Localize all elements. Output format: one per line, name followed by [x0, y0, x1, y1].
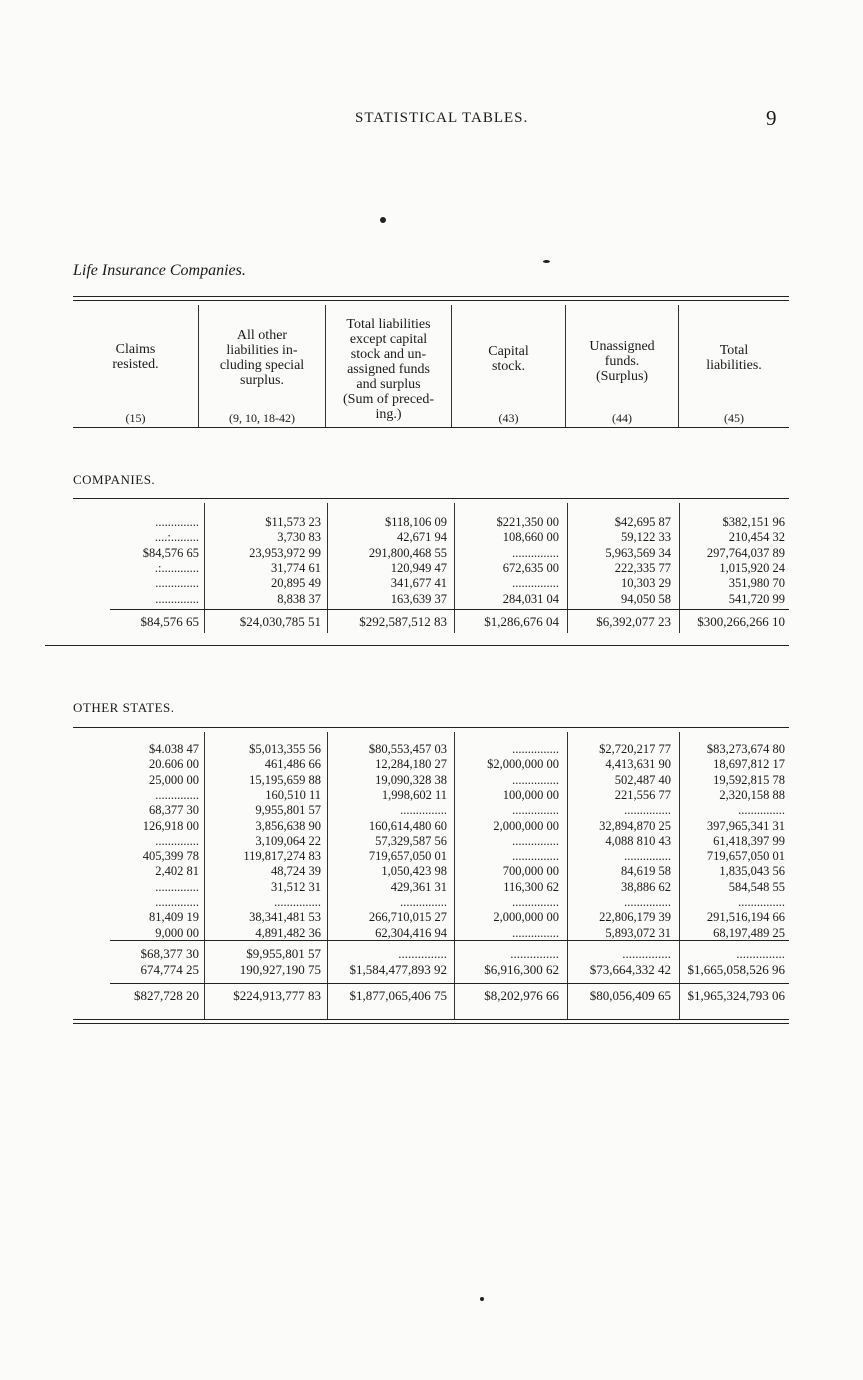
capital-stock-cell: 108,660 00 — [502, 530, 559, 545]
table-row — [73, 788, 789, 803]
unassigned-funds-cell: 221,556 77 — [614, 787, 671, 802]
claims-cell: 9,000 00 — [155, 925, 199, 940]
column-header-unassigned-funds: Unassigned funds. (Surplus) — [589, 339, 655, 384]
total-except-cell: 42,671 94 — [397, 530, 447, 545]
table-row — [73, 592, 789, 607]
table-row — [73, 773, 789, 788]
total-liabilities-cell: ............... — [738, 803, 785, 818]
section1-total-rule — [110, 609, 789, 610]
total-liabilities-cell: ............... — [738, 895, 785, 909]
total-except-cell: 12,284,180 27 — [375, 757, 447, 772]
bottom-rule — [73, 1019, 789, 1020]
table-row — [73, 803, 789, 818]
table-row — [73, 834, 789, 849]
total-liabilities-cell: 1,835,043 56 — [719, 864, 785, 879]
unassigned-funds-cell: 32,894,870 25 — [599, 818, 671, 833]
table-row — [73, 742, 789, 757]
column-header-other-liabilities: All other liabilities in- cluding special surplus. — [219, 328, 305, 388]
table-row — [73, 614, 789, 630]
total-liabilities-cell: 210,454 32 — [728, 530, 785, 545]
unassigned-funds-cell: $73,664,332 42 — [589, 962, 671, 977]
column-header-capital-stock: Capital stock. — [488, 344, 529, 374]
other-liabilities-cell: $5,013,355 56 — [249, 742, 321, 756]
total-liabilities-cell: 18,697,812 17 — [713, 757, 785, 772]
total-liabilities-cell: 397,965,341 31 — [706, 818, 785, 833]
other-liabilities-cell: 31,512 31 — [271, 879, 321, 894]
column-header-total-liabilities-except: Total liabilities except capital stock and un- assigned funds and surplus (Sum of preced- ing.) — [343, 317, 434, 422]
capital-stock-cell: 100,000 00 — [502, 787, 559, 802]
table-row — [73, 962, 789, 978]
total-except-cell: 429,361 31 — [390, 879, 447, 894]
section-label-companies: COMPANIES. — [73, 472, 156, 487]
total-liabilities-cell: 719,657,050 01 — [706, 849, 785, 864]
capital-stock-cell: ............... — [512, 895, 559, 909]
total-except-cell: 266,710,015 27 — [368, 910, 447, 925]
capital-stock-cell: ............... — [510, 946, 559, 961]
other-liabilities-cell: 3,730 83 — [277, 530, 321, 545]
other-liabilities-cell: 3,856,638 90 — [255, 818, 321, 833]
other-liabilities-cell: 461,486 66 — [264, 757, 321, 772]
header-bottom-rule — [73, 427, 789, 428]
capital-stock-cell: ............... — [512, 925, 559, 940]
total-liabilities-cell: 61,418,397 99 — [713, 833, 785, 848]
total-liabilities-cell: 351,980 70 — [728, 576, 785, 591]
total-liabilities-cell: $1,665,058,526 96 — [687, 962, 785, 977]
table-row — [73, 988, 789, 1004]
claims-cell: .............. — [155, 515, 199, 529]
other-liabilities-cell: 15,195,659 88 — [249, 772, 321, 787]
unassigned-funds-cell: 222,335 77 — [614, 560, 671, 575]
total-liabilities-cell: 291,516,194 66 — [706, 910, 785, 925]
table-row — [73, 910, 789, 925]
claims-cell: .:............ — [154, 560, 199, 575]
total-except-cell: 120,949 47 — [390, 560, 447, 575]
ink-speck — [480, 1297, 484, 1301]
total-except-cell: 1,050,423 98 — [381, 864, 447, 879]
section1-end-rule — [45, 645, 789, 646]
capital-stock-cell: 2,000,000 00 — [493, 818, 559, 833]
other-liabilities-cell: $9,955,801 57 — [246, 946, 321, 961]
claims-cell: .............. — [155, 833, 199, 848]
capital-stock-cell: 672,635 00 — [502, 560, 559, 575]
capital-stock-cell: $6,916,300 62 — [484, 962, 559, 977]
total-liabilities-cell: 541,720 99 — [728, 591, 785, 606]
other-liabilities-cell: 119,817,274 83 — [243, 849, 321, 864]
total-except-cell: $1,877,065,406 75 — [349, 988, 447, 1003]
total-except-cell: ............... — [398, 946, 447, 961]
total-except-cell: ............... — [400, 895, 447, 909]
total-except-cell: 62,304,416 94 — [375, 925, 447, 940]
other-liabilities-cell: 20,895 49 — [271, 576, 321, 591]
unassigned-funds-cell: 84,619 58 — [621, 864, 671, 879]
capital-stock-cell: ............... — [512, 803, 559, 818]
total-except-cell: $118,106 09 — [384, 515, 447, 529]
table-row — [73, 895, 789, 910]
total-except-cell: 1,998,602 11 — [381, 787, 447, 802]
total-except-cell: $80,553,457 03 — [368, 742, 447, 756]
column-ref: (45) — [724, 411, 744, 425]
total-except-cell: $1,584,477,893 92 — [349, 962, 447, 977]
total-liabilities-cell: 297,764,037 89 — [706, 545, 785, 560]
capital-stock-cell: ............... — [512, 849, 559, 864]
column-ref: (9, 10, 18-42) — [229, 411, 295, 425]
claims-cell: $68,377 30 — [140, 946, 199, 961]
total-liabilities-cell: $1,965,324,793 06 — [687, 988, 785, 1003]
other-liabilities-cell: 190,927,190 75 — [239, 962, 321, 977]
capital-stock-cell: ............... — [512, 742, 559, 756]
table-row — [73, 546, 789, 561]
table-row — [73, 946, 789, 962]
table-row — [73, 849, 789, 864]
unassigned-funds-cell: ............... — [624, 895, 671, 909]
claims-cell: .............. — [155, 879, 199, 894]
claims-cell: $84,576 65 — [140, 614, 199, 629]
claims-cell: 126,918 00 — [142, 818, 199, 833]
section2-grand-rule — [110, 983, 789, 984]
section2-subtotal-rule — [110, 940, 789, 941]
table-row — [73, 819, 789, 834]
column-ref: (15) — [125, 411, 146, 425]
top-rule — [73, 300, 789, 301]
total-liabilities-cell: 1,015,920 24 — [719, 560, 785, 575]
total-liabilities-cell: 68,197,489 25 — [713, 925, 785, 940]
capital-stock-cell: ............... — [512, 545, 559, 560]
unassigned-funds-cell: ............... — [622, 946, 671, 961]
section-label-other-states: OTHER STATES. — [73, 700, 175, 715]
capital-stock-cell: 700,000 00 — [502, 864, 559, 879]
capital-stock-cell: 284,031 04 — [502, 591, 559, 606]
claims-cell: ....:......... — [154, 530, 199, 545]
other-liabilities-cell: 160,510 11 — [265, 787, 321, 802]
section-rule — [73, 498, 789, 499]
column-header-total-liabilities: Total liabilities. — [706, 343, 762, 373]
table-row — [73, 926, 789, 941]
column-header-claims: Claims resisted. — [112, 342, 159, 372]
table-row — [73, 530, 789, 545]
unassigned-funds-cell: $42,695 87 — [614, 515, 671, 529]
other-liabilities-cell: ............... — [274, 895, 321, 909]
running-head: STATISTICAL TABLES. — [355, 110, 529, 126]
unassigned-funds-cell: 22,806,179 39 — [599, 910, 671, 925]
other-liabilities-cell: 8,838 37 — [277, 591, 321, 606]
unassigned-funds-cell: 10,303 29 — [621, 576, 671, 591]
total-liabilities-cell: 19,592,815 78 — [713, 772, 785, 787]
other-liabilities-cell: 23,953,972 99 — [249, 545, 321, 560]
total-except-cell: 163,639 37 — [390, 591, 447, 606]
total-except-cell: 341,677 41 — [390, 576, 447, 591]
table-row — [73, 864, 789, 879]
other-liabilities-cell: 4,891,482 36 — [255, 925, 321, 940]
total-liabilities-cell: $300,266,266 10 — [697, 614, 785, 629]
capital-stock-cell: $8,202,976 66 — [484, 988, 559, 1003]
claims-cell: $84,576 65 — [142, 545, 199, 560]
capital-stock-cell: 2,000,000 00 — [493, 910, 559, 925]
total-except-cell: 291,800,468 55 — [368, 545, 447, 560]
table-row — [73, 757, 789, 772]
table-row — [73, 576, 789, 591]
capital-stock-cell: $221,350 00 — [496, 515, 559, 529]
total-liabilities-cell: ............... — [736, 946, 785, 961]
claims-cell: .............. — [155, 787, 199, 802]
unassigned-funds-cell: $80,056,409 65 — [589, 988, 671, 1003]
capital-stock-cell: ............... — [512, 772, 559, 787]
column-ref: (43) — [498, 411, 519, 425]
total-except-cell: 19,090,328 38 — [375, 772, 447, 787]
claims-cell: 20.606 00 — [149, 757, 199, 772]
total-except-cell: ............... — [400, 803, 447, 818]
other-liabilities-cell: $11,573 23 — [265, 515, 321, 529]
bottom-rule — [73, 1023, 789, 1024]
total-except-cell: 160,614,480 60 — [368, 818, 447, 833]
ink-speck — [380, 217, 386, 223]
unassigned-funds-cell: 5,893,072 31 — [605, 925, 671, 940]
claims-cell: 674,774 25 — [140, 962, 199, 977]
unassigned-funds-cell: 38,886 62 — [621, 879, 671, 894]
unassigned-funds-cell: 94,050 58 — [621, 591, 671, 606]
table-row — [73, 880, 789, 895]
table-row — [73, 515, 789, 530]
total-except-cell: $292,587,512 83 — [359, 614, 447, 629]
unassigned-funds-cell: 5,963,569 34 — [605, 545, 671, 560]
claims-cell: 25,000 00 — [149, 772, 199, 787]
capital-stock-cell: ............... — [512, 576, 559, 591]
unassigned-funds-cell: 502,487 40 — [614, 772, 671, 787]
section-rule — [73, 727, 789, 728]
unassigned-funds-cell: $2,720,217 77 — [599, 742, 671, 756]
total-liabilities-cell: 2,320,158 88 — [719, 787, 785, 802]
capital-stock-cell: $1,286,676 04 — [484, 614, 559, 629]
claims-cell: 68,377 30 — [149, 803, 199, 818]
other-liabilities-cell: 3,109,064 22 — [255, 833, 321, 848]
other-liabilities-cell: 48,724 39 — [271, 864, 321, 879]
unassigned-funds-cell: ............... — [624, 803, 671, 818]
other-liabilities-cell: 31,774 61 — [271, 560, 321, 575]
total-liabilities-cell: 584,548 55 — [728, 879, 785, 894]
capital-stock-cell: $2,000,000 00 — [487, 757, 559, 772]
unassigned-funds-cell: 59,122 33 — [621, 530, 671, 545]
other-liabilities-cell: $24,030,785 51 — [239, 614, 321, 629]
total-except-cell: 719,657,050 01 — [368, 849, 447, 864]
claims-cell: $4.038 47 — [149, 742, 199, 756]
top-rule — [73, 296, 789, 297]
claims-cell: .............. — [155, 576, 199, 591]
claims-cell: .............. — [155, 895, 199, 909]
table-title: Life Insurance Companies. — [73, 262, 246, 279]
other-liabilities-cell: $224,913,777 83 — [233, 988, 321, 1003]
unassigned-funds-cell: $6,392,077 23 — [596, 614, 671, 629]
unassigned-funds-cell: 4,088 810 43 — [605, 833, 671, 848]
total-liabilities-cell: $83,273,674 80 — [706, 742, 785, 756]
other-liabilities-cell: 38,341,481 53 — [249, 910, 321, 925]
claims-cell: .............. — [155, 591, 199, 606]
column-ref: (44) — [612, 411, 632, 425]
unassigned-funds-cell: 4,413,631 90 — [605, 757, 671, 772]
page-number: 9 — [766, 106, 777, 130]
total-except-cell: 57,329,587 56 — [375, 833, 447, 848]
claims-cell: 405,399 78 — [142, 849, 199, 864]
capital-stock-cell: 116,300 62 — [503, 879, 559, 894]
claims-cell: $827,728 20 — [134, 988, 199, 1003]
claims-cell: 81,409 19 — [149, 910, 199, 925]
capital-stock-cell: ............... — [512, 833, 559, 848]
other-liabilities-cell: 9,955,801 57 — [255, 803, 321, 818]
unassigned-funds-cell: ............... — [624, 849, 671, 864]
ink-speck — [543, 260, 550, 263]
claims-cell: 2,402 81 — [155, 864, 199, 879]
table-row — [73, 561, 789, 576]
total-liabilities-cell: $382,151 96 — [722, 515, 785, 529]
